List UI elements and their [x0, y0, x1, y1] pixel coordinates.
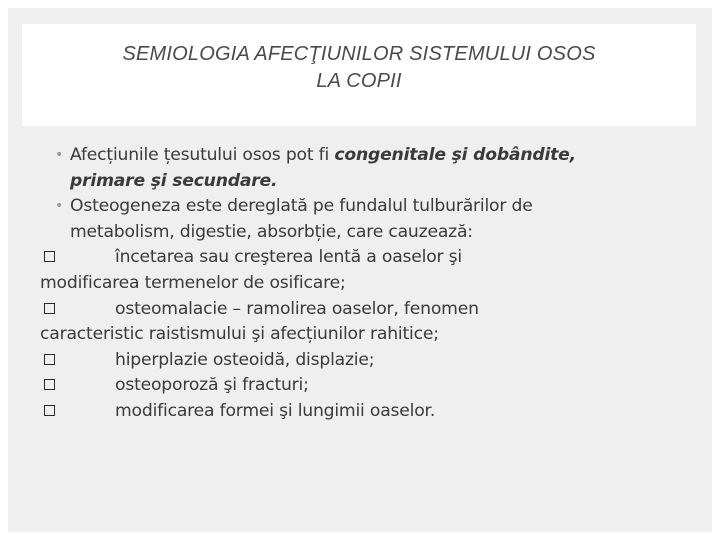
bullet-item — [40, 143, 690, 194]
list-item-text: hiperplazie osteoidă, displazie; — [115, 349, 375, 370]
slide-title-line2: LA COPII — [316, 70, 402, 92]
list-item — [40, 297, 690, 348]
slide-title — [22, 41, 696, 95]
slide-title-line1: SEMIOLOGIA AFECŢIUNILOR SISTEMULUI OSOS — [122, 43, 596, 65]
bullet-item — [40, 194, 690, 245]
bullet-emphasis: congenitale şi dobândite, — [334, 145, 576, 165]
bullet-dot-icon: • — [55, 198, 64, 215]
bullet-text: Afecțiunile țesutului osos pot fi — [70, 145, 335, 165]
list-item-text: caracteristic raistismului şi afecțiunilor rahitice; — [40, 324, 439, 345]
list-item — [40, 399, 690, 425]
list-item — [40, 245, 690, 296]
list-item-text: modificarea formei şi lungimii oaselor. — [115, 400, 436, 421]
list-item-text: osteoporoză şi fracturi; — [115, 375, 309, 396]
bullet-emphasis: primare şi secundare. — [70, 170, 278, 191]
list-item-text: modificarea termenelor de osificare; — [40, 272, 346, 293]
slide-body — [40, 143, 690, 425]
list-item — [40, 373, 690, 399]
list-item — [40, 348, 690, 374]
checkbox-square-icon — [44, 379, 55, 390]
bullet-text: Osteogeneza este dereglată pe fundalul tulburărilor de — [70, 196, 533, 217]
checkbox-square-icon — [44, 354, 55, 365]
checkbox-square-icon — [44, 303, 55, 314]
list-item-text: osteomalacie – ramolirea oaselor, fenomen — [115, 298, 479, 319]
checkbox-square-icon — [44, 405, 55, 416]
list-item-text: încetarea sau creşterea lentă a oaselor şi — [115, 247, 463, 268]
bullet-dot-icon: • — [55, 147, 64, 163]
checkbox-square-icon — [44, 251, 55, 262]
bullet-text: metabolism, digestie, absorbție, care cauzează: — [70, 221, 473, 242]
title-box — [22, 24, 696, 126]
